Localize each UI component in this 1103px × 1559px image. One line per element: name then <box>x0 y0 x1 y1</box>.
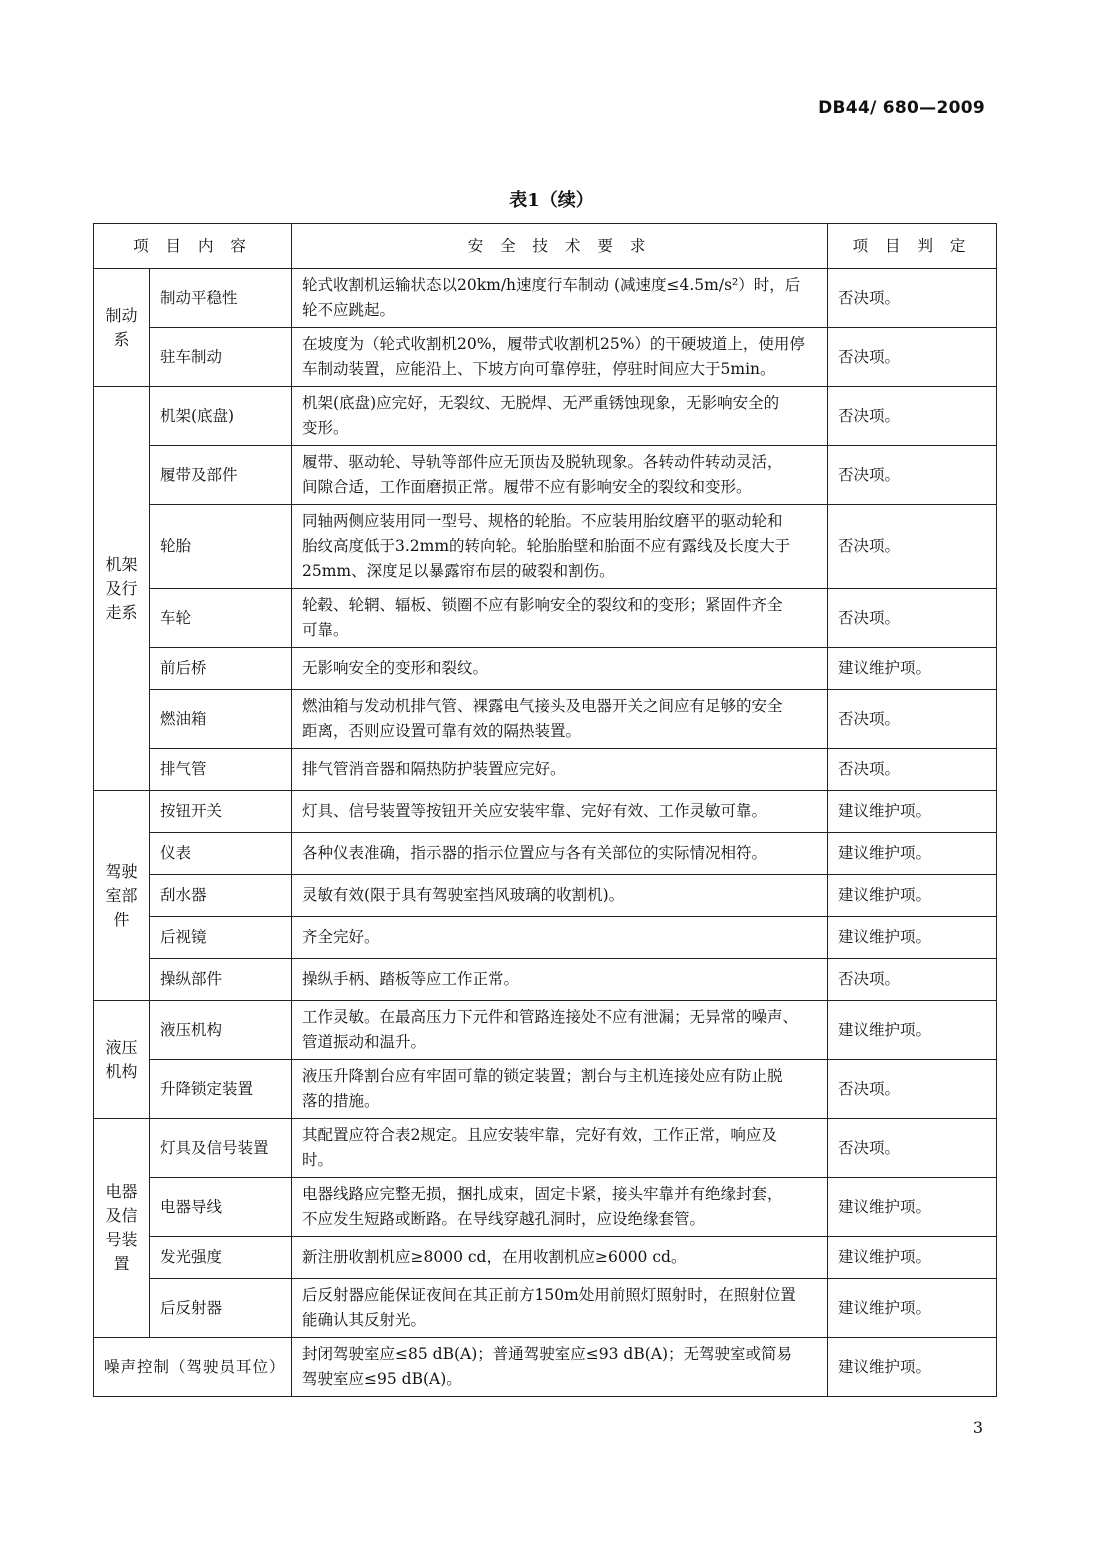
requirement-line: 灯具、信号装置等按钮开关应安装牢靠、完好有效、工作灵敏可靠。 <box>302 802 768 820</box>
judgement-cell: 建议维护项。 <box>828 1237 997 1279</box>
item-cell: 仪表 <box>150 833 292 875</box>
table-row <box>94 1237 997 1279</box>
requirement-line: 电器线路应完整无损，捆扎成束，固定卡紧，接头牢靠并有绝缘封套， <box>302 1185 783 1203</box>
requirement-line: 同轴两侧应装用同一型号、规格的轮胎。不应装用胎纹磨平的驱动轮和 <box>302 512 783 530</box>
requirement-cell <box>292 1279 828 1338</box>
requirement-line: 各种仪表准确，指示器的指示位置应与各有关部位的实际情况相符。 <box>302 844 768 862</box>
category-label: 机构 <box>105 1061 138 1081</box>
requirement-line: 封闭驾驶室应≤85 dB(A)；普通驾驶室应≤93 dB(A)；无驾驶室或简易 <box>302 1345 792 1363</box>
noise-item-cell: 噪声控制（驾驶员耳位） <box>94 1338 292 1397</box>
table-row <box>94 1119 997 1178</box>
item-cell: 燃油箱 <box>150 690 292 749</box>
judgement-cell: 否决项。 <box>828 328 997 387</box>
judgement-cell: 否决项。 <box>828 505 997 589</box>
judgement-cell: 建议维护项。 <box>828 1338 997 1397</box>
judgement-cell: 否决项。 <box>828 387 997 446</box>
item-cell: 液压机构 <box>150 1001 292 1060</box>
table-row <box>94 1060 997 1119</box>
requirement-cell <box>292 833 828 875</box>
requirement-line: 车制动装置，应能沿上、下坡方向可靠停驻，停驻时间应大于5min。 <box>302 360 776 378</box>
requirement-cell <box>292 690 828 749</box>
requirement-line: 新注册收割机应≥8000 cd，在用收割机应≥6000 cd。 <box>302 1248 687 1266</box>
requirement-cell <box>292 1178 828 1237</box>
requirement-line: 排气管消音器和隔热防护装置应完好。 <box>302 760 566 778</box>
requirement-line: 灵敏有效(限于具有驾驶室挡风玻璃的收割机)。 <box>302 886 625 904</box>
requirement-cell <box>292 875 828 917</box>
judgement-cell: 否决项。 <box>828 1119 997 1178</box>
item-cell: 升降锁定装置 <box>150 1060 292 1119</box>
judgement-cell: 否决项。 <box>828 749 997 791</box>
judgement-cell: 否决项。 <box>828 446 997 505</box>
requirement-line: 液压升降割台应有牢固可靠的锁定装置；割台与主机连接处应有防止脱 <box>302 1067 783 1085</box>
requirement-line: 落的措施。 <box>302 1092 380 1110</box>
item-cell: 操纵部件 <box>150 959 292 1001</box>
category-cell <box>94 1001 150 1119</box>
requirement-line: 其配置应符合表2规定。且应安装牢靠，完好有效，工作正常，响应及 <box>302 1126 777 1144</box>
item-cell: 后反射器 <box>150 1279 292 1338</box>
table-row-noise <box>94 1338 997 1397</box>
requirements-table <box>93 223 997 1397</box>
requirement-cell <box>292 791 828 833</box>
requirement-cell <box>292 1119 828 1178</box>
requirement-line: 轮毂、轮辋、辐板、锁圈不应有影响安全的裂纹和的变形；紧固件齐全 <box>302 596 783 614</box>
category-label: 室部 <box>105 885 138 905</box>
table-row <box>94 328 997 387</box>
table-header-row <box>94 224 997 269</box>
table-row <box>94 749 997 791</box>
requirement-line: 工作灵敏。在最高压力下元件和管路连接处不应有泄漏；无异常的噪声、 <box>302 1008 799 1026</box>
requirement-cell <box>292 917 828 959</box>
category-label: 系 <box>113 329 130 349</box>
requirement-cell <box>292 505 828 589</box>
table-body <box>94 269 997 1397</box>
item-cell: 驻车制动 <box>150 328 292 387</box>
header-judgement: 项 目 判 定 <box>828 224 997 269</box>
item-cell: 发光强度 <box>150 1237 292 1279</box>
requirement-cell <box>292 1060 828 1119</box>
requirement-line: 时。 <box>302 1151 334 1169</box>
category-label: 及行 <box>105 578 138 598</box>
requirement-cell <box>292 269 828 328</box>
category-cell <box>94 1119 150 1338</box>
judgement-cell: 否决项。 <box>828 690 997 749</box>
item-cell: 电器导线 <box>150 1178 292 1237</box>
category-cell <box>94 791 150 1001</box>
judgement-cell: 否决项。 <box>828 1060 997 1119</box>
requirement-line: 履带、驱动轮、导轨等部件应无顶齿及脱轨现象。各转动件转动灵活， <box>302 453 783 471</box>
judgement-cell: 否决项。 <box>828 269 997 328</box>
judgement-cell: 建议维护项。 <box>828 875 997 917</box>
item-cell: 前后桥 <box>150 648 292 690</box>
table-row <box>94 1001 997 1060</box>
judgement-cell: 建议维护项。 <box>828 648 997 690</box>
requirement-cell <box>292 749 828 791</box>
requirement-cell <box>292 446 828 505</box>
header-item: 项 目 内 容 <box>94 224 292 269</box>
requirement-cell <box>292 387 828 446</box>
table-row <box>94 1279 997 1338</box>
judgement-cell: 否决项。 <box>828 959 997 1001</box>
judgement-cell: 建议维护项。 <box>828 1001 997 1060</box>
judgement-cell: 建议维护项。 <box>828 833 997 875</box>
item-cell: 机架(底盘) <box>150 387 292 446</box>
header-requirement: 安 全 技 术 要 求 <box>292 224 828 269</box>
item-cell: 刮水器 <box>150 875 292 917</box>
item-cell: 车轮 <box>150 589 292 648</box>
table-row <box>94 690 997 749</box>
requirement-line: 能确认其反射光。 <box>302 1311 427 1329</box>
requirement-line: 间隙合适，工作面磨损正常。履带不应有影响安全的裂纹和变形。 <box>302 478 752 496</box>
requirement-cell <box>292 589 828 648</box>
category-label: 电器 <box>105 1182 138 1201</box>
judgement-cell: 否决项。 <box>828 589 997 648</box>
requirement-line: 操纵手柄、踏板等应工作正常。 <box>302 970 520 988</box>
item-cell: 按钮开关 <box>150 791 292 833</box>
table-row <box>94 959 997 1001</box>
table-row <box>94 875 997 917</box>
category-label: 件 <box>113 909 130 929</box>
table-row <box>94 269 997 328</box>
requirement-line: 轮式收割机运输状态以20km/h速度行车制动 (减速度≤4.5m/s²）时，后 <box>302 276 801 294</box>
table-row <box>94 917 997 959</box>
table-row <box>94 505 997 589</box>
table-row <box>94 589 997 648</box>
category-cell <box>94 269 150 387</box>
requirement-line: 在坡度为（轮式收割机20%，履带式收割机25%）的干硬坡道上，使用停 <box>302 335 805 353</box>
category-label: 置 <box>113 1254 130 1273</box>
category-label: 驾驶 <box>105 861 138 881</box>
requirement-line: 后反射器应能保证夜间在其正前方150m处用前照灯照射时，在照射位置 <box>302 1286 796 1304</box>
table-row <box>94 387 997 446</box>
requirement-line: 可靠。 <box>302 621 349 639</box>
requirement-cell <box>292 1338 828 1397</box>
item-cell: 后视镜 <box>150 917 292 959</box>
judgement-cell: 建议维护项。 <box>828 791 997 833</box>
requirement-line: 轮不应跳起。 <box>302 301 396 319</box>
category-label: 及信 <box>105 1206 138 1225</box>
item-cell: 履带及部件 <box>150 446 292 505</box>
table-row <box>94 648 997 690</box>
table-row <box>94 1178 997 1237</box>
table-row <box>94 791 997 833</box>
category-label: 液压 <box>105 1037 138 1057</box>
category-label: 号装 <box>105 1230 138 1249</box>
judgement-cell: 建议维护项。 <box>828 917 997 959</box>
item-cell: 制动平稳性 <box>150 269 292 328</box>
requirement-cell <box>292 1001 828 1060</box>
page-number: 3 <box>972 1418 983 1437</box>
requirement-line: 机架(底盘)应完好，无裂纹、无脱焊、无严重锈蚀现象，无影响安全的 <box>302 394 780 412</box>
requirement-cell <box>292 648 828 690</box>
requirement-cell <box>292 1237 828 1279</box>
judgement-cell: 建议维护项。 <box>828 1178 997 1237</box>
requirement-line: 燃油箱与发动机排气管、裸露电气接头及电器开关之间应有足够的安全 <box>302 697 783 715</box>
item-cell: 排气管 <box>150 749 292 791</box>
table-row <box>94 833 997 875</box>
requirement-line: 变形。 <box>302 419 349 437</box>
requirement-line: 齐全完好。 <box>302 928 380 946</box>
requirement-line: 25mm、深度足以暴露帘布层的破裂和割伤。 <box>302 562 615 580</box>
category-label: 机架 <box>105 554 138 574</box>
table-title: 表1（续） <box>509 190 594 211</box>
item-cell: 灯具及信号装置 <box>150 1119 292 1178</box>
judgement-cell: 建议维护项。 <box>828 1279 997 1338</box>
table-row <box>94 446 997 505</box>
category-label: 走系 <box>105 602 138 622</box>
requirement-line: 距离，否则应设置可靠有效的隔热装置。 <box>302 722 582 740</box>
requirement-line: 不应发生短路或断路。在导线穿越孔洞时，应设绝缘套管。 <box>302 1210 706 1228</box>
requirement-cell <box>292 959 828 1001</box>
category-cell <box>94 387 150 791</box>
item-cell: 轮胎 <box>150 505 292 589</box>
requirement-line: 胎纹高度低于3.2mm的转向轮。轮胎胎壁和胎面不应有露线及长度大于 <box>302 537 791 555</box>
category-label: 制动 <box>105 305 138 325</box>
standard-id: DB44/ 680—2009 <box>818 98 985 118</box>
requirement-line: 无影响安全的变形和裂纹。 <box>302 659 489 677</box>
requirement-cell <box>292 328 828 387</box>
requirement-line: 管道振动和温升。 <box>302 1033 427 1051</box>
requirement-line: 驾驶室应≤95 dB(A)。 <box>302 1370 462 1388</box>
